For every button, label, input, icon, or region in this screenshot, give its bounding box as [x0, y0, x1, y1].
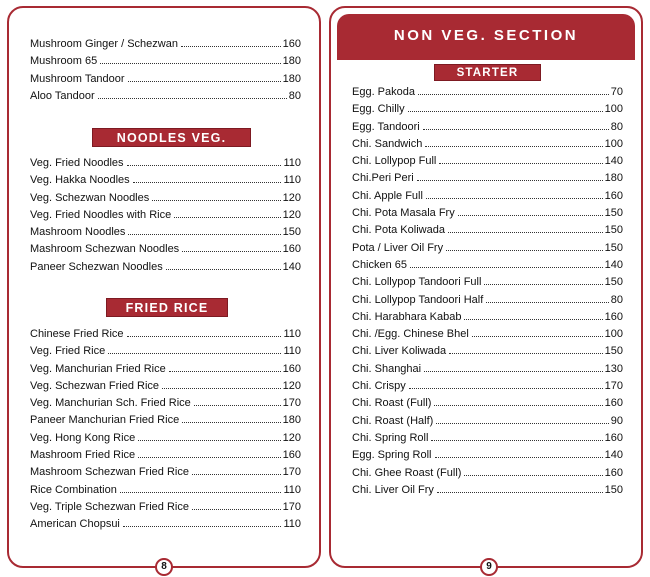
menu-item-name: Chi. Spring Roll	[352, 431, 429, 444]
menu-item	[9, 414, 319, 431]
menu-item	[331, 259, 641, 276]
menu-item	[331, 121, 641, 138]
menu-item	[9, 73, 319, 90]
menu-item-price: 70	[610, 86, 623, 98]
dot-leader	[128, 81, 281, 82]
menu-item	[9, 449, 319, 466]
menu-item-price: 140	[604, 155, 623, 168]
menu-item	[9, 38, 319, 55]
dot-leader	[127, 165, 282, 166]
menu-item-name: Pota / Liver Oil Fry	[352, 241, 444, 254]
menu-item	[9, 432, 319, 449]
menu-item-name: Chi. Lollypop Tandoori Half	[352, 293, 484, 306]
menu-item-price: 170	[282, 397, 301, 410]
dot-leader	[484, 284, 602, 285]
menu-item-name: Chi. Sandwich	[352, 137, 423, 150]
menu-item-price: 150	[604, 224, 623, 237]
menu-item-name: American Chopsui	[30, 518, 120, 531]
menu-item-price: 80	[288, 89, 301, 102]
menu-item-price: 170	[282, 466, 301, 479]
menu-item-name: Chi. Roast (Full)	[352, 397, 432, 410]
menu-item-name: Veg. Hakka Noodles	[30, 174, 130, 187]
menu-item-price: 80	[610, 293, 623, 306]
menu-item-price: 150	[604, 483, 623, 496]
dot-leader	[410, 267, 603, 268]
menu-item-price: 160	[282, 449, 301, 462]
menu-item-name: Chi. Harabhara Kabab	[352, 310, 462, 323]
menu-item-price: 110	[283, 328, 301, 340]
menu-item	[9, 261, 319, 278]
dot-leader	[192, 509, 281, 510]
menu-item	[331, 86, 641, 103]
menu-item-price: 130	[604, 362, 623, 375]
menu-item	[9, 345, 319, 362]
menu-item	[331, 138, 641, 155]
menu-item-name: Mashroom Fried Rice	[30, 449, 136, 462]
menu-item-price: 120	[282, 379, 301, 392]
menu-item-price: 180	[282, 55, 301, 68]
menu-item	[331, 224, 641, 241]
menu-item-price: 150	[282, 226, 301, 239]
menu-item-name: Egg. Spring Roll	[352, 449, 432, 462]
menu-item	[9, 226, 319, 243]
dot-leader	[439, 163, 602, 164]
dot-leader	[446, 250, 603, 251]
menu-item-name: Chi. Roast (Half)	[352, 414, 434, 427]
dot-leader	[123, 526, 282, 527]
menu-item-name: Chi. Crispy	[352, 380, 406, 393]
menu-item-price: 110	[283, 483, 301, 496]
menu-item-price: 180	[604, 172, 623, 185]
menu-item-price: 120	[282, 431, 301, 444]
menu-list-starter	[331, 86, 641, 501]
menu-item-name: Egg. Pakoda	[352, 86, 415, 98]
menu-item	[9, 55, 319, 72]
dot-leader	[425, 146, 602, 147]
menu-item-price: 160	[282, 243, 301, 256]
menu-item	[331, 415, 641, 432]
dot-leader	[458, 215, 603, 216]
dot-leader	[431, 440, 602, 441]
section-title-fried-rice: FRIED RICE	[106, 298, 228, 317]
page-number-badge: 9	[480, 558, 498, 576]
menu-item-name: Paneer Manchurian Fried Rice	[30, 414, 180, 427]
menu-item-name: Chi. Lollypop Full	[352, 155, 437, 168]
dot-leader	[486, 302, 608, 303]
menu-page-left	[7, 6, 321, 572]
dot-leader	[417, 180, 603, 181]
dot-leader	[434, 405, 602, 406]
dot-leader	[423, 129, 609, 130]
menu-item	[331, 432, 641, 449]
menu-item-name: Veg. Fried Noodles with Rice	[30, 208, 172, 221]
dot-leader	[169, 371, 281, 372]
menu-item	[9, 328, 319, 345]
dot-leader	[127, 336, 282, 337]
menu-item-name: Chi. Liver Oil Fry	[352, 483, 434, 496]
menu-item-price: 160	[604, 431, 623, 444]
menu-item-price: 120	[282, 191, 301, 204]
section-title-noodles: NOODLES VEG.	[92, 128, 251, 147]
menu-item-price: 180	[282, 72, 301, 85]
menu-item	[331, 294, 641, 311]
dot-leader	[192, 474, 281, 475]
menu-item	[331, 449, 641, 466]
dot-leader	[133, 182, 282, 183]
menu-item	[331, 380, 641, 397]
menu-item	[331, 242, 641, 259]
dot-leader	[418, 94, 609, 95]
menu-item-name: Veg. Schezwan Fried Rice	[30, 379, 160, 392]
menu-item-price: 140	[604, 258, 623, 271]
menu-item-name: Chicken 65	[352, 258, 408, 271]
dot-leader	[174, 217, 280, 218]
dot-leader	[120, 492, 282, 493]
menu-item-price: 90	[610, 414, 623, 427]
menu-item-name: Mashroom Schezwan Noodles	[30, 243, 180, 256]
menu-item-price: 150	[604, 345, 623, 358]
menu-item-name: Chi. /Egg. Chinese Bhel	[352, 328, 469, 341]
menu-item-name: Chi. Shanghai	[352, 362, 422, 375]
menu-item-name: Egg. Tandoori	[352, 120, 420, 133]
menu-item	[9, 363, 319, 380]
menu-item	[9, 484, 319, 501]
dot-leader	[424, 371, 603, 372]
dot-leader	[449, 353, 602, 354]
menu-item-name: Veg. Hong Kong Rice	[30, 431, 136, 444]
menu-item-name: Aloo Tandoor	[30, 89, 95, 102]
menu-item-price: 100	[604, 328, 623, 341]
dot-leader	[464, 319, 602, 320]
menu-item	[9, 174, 319, 191]
menu-item	[331, 397, 641, 414]
menu-item	[331, 328, 641, 345]
menu-item	[9, 466, 319, 483]
menu-item-price: 110	[283, 518, 301, 531]
dot-leader	[437, 492, 603, 493]
menu-item-name: Chi. Liver Koliwada	[352, 345, 447, 358]
menu-item-price: 140	[282, 260, 301, 273]
menu-item	[331, 345, 641, 362]
menu-item	[9, 157, 319, 174]
menu-item	[331, 103, 641, 120]
menu-item-name: Mashroom Noodles	[30, 226, 126, 239]
menu-item-price: 110	[283, 157, 301, 169]
dot-leader	[152, 200, 280, 201]
menu-item-price: 110	[283, 174, 301, 187]
dot-leader	[472, 336, 603, 337]
menu-item-price: 170	[604, 380, 623, 393]
menu-item-price: 100	[604, 137, 623, 150]
menu-item-name: Paneer Schezwan Noodles	[30, 260, 163, 273]
section-title-non-veg: NON VEG. SECTION	[337, 14, 635, 60]
menu-list-fried-rice	[9, 328, 319, 536]
dot-leader	[182, 422, 280, 423]
menu-item	[331, 363, 641, 380]
menu-item	[331, 276, 641, 293]
dot-leader	[435, 457, 603, 458]
menu-item-price: 100	[604, 103, 623, 116]
menu-item-name: Chi. Pota Koliwada	[352, 224, 445, 237]
menu-item-name: Chinese Fried Rice	[30, 328, 124, 340]
menu-item-name: Veg. Schezwan Noodles	[30, 191, 150, 204]
menu-item	[9, 518, 319, 535]
dot-leader	[408, 111, 603, 112]
dot-leader	[181, 46, 281, 47]
menu-item-name: Veg. Manchurian Sch. Fried Rice	[30, 397, 191, 410]
menu-item-name: Egg. Chilly	[352, 103, 405, 116]
menu-item-name: Veg. Triple Schezwan Fried Rice	[30, 500, 189, 513]
dot-leader	[464, 475, 602, 476]
menu-item-name: Veg. Fried Rice	[30, 345, 106, 358]
menu-item-name: Mashroom Schezwan Fried Rice	[30, 466, 189, 479]
menu-item-price: 140	[604, 449, 623, 462]
menu-item-name: Chi. Pota Masala Fry	[352, 207, 455, 220]
menu-item-price: 180	[282, 414, 301, 427]
menu-item-name: Mushroom Tandoor	[30, 72, 125, 85]
menu-item	[9, 397, 319, 414]
dot-leader	[138, 457, 281, 458]
menu-item-name: Chi.Peri Peri	[352, 172, 414, 185]
menu-list-noodles	[9, 157, 319, 278]
menu-item-price: 110	[283, 345, 301, 358]
menu-item-price: 120	[282, 208, 301, 221]
dot-leader	[409, 388, 603, 389]
menu-item-price: 150	[604, 241, 623, 254]
menu-item-name: Mushroom 65	[30, 55, 98, 68]
dot-leader	[182, 251, 280, 252]
dot-leader	[98, 98, 287, 99]
menu-item	[331, 484, 641, 501]
menu-item-price: 160	[282, 38, 301, 50]
menu-item-name: Veg. Fried Noodles	[30, 157, 124, 169]
dot-leader	[128, 234, 280, 235]
dot-leader	[436, 423, 608, 424]
menu-item-name: Rice Combination	[30, 483, 117, 496]
menu-item	[331, 311, 641, 328]
menu-item-price: 170	[282, 500, 301, 513]
section-title-starter: STARTER	[434, 64, 541, 81]
menu-item-name: Chi. Apple Full	[352, 189, 423, 202]
menu-item-name: Mushroom Ginger / Schezwan	[30, 38, 178, 50]
page-number-badge: 8	[155, 558, 173, 576]
dot-leader	[162, 388, 281, 389]
menu-item	[9, 90, 319, 107]
menu-item-price: 150	[604, 276, 623, 289]
menu-item-name: Veg. Manchurian Fried Rice	[30, 362, 166, 375]
menu-item-price: 160	[604, 466, 623, 479]
menu-item	[331, 155, 641, 172]
dot-leader	[194, 405, 281, 406]
menu-item	[331, 467, 641, 484]
menu-item-price: 160	[282, 362, 301, 375]
menu-item	[9, 209, 319, 226]
menu-item	[9, 243, 319, 260]
dot-leader	[108, 353, 281, 354]
menu-item	[331, 172, 641, 189]
menu-item	[331, 190, 641, 207]
menu-list-top	[9, 38, 319, 107]
menu-item-name: Chi. Ghee Roast (Full)	[352, 466, 462, 479]
menu-item	[9, 380, 319, 397]
dot-leader	[448, 232, 603, 233]
dot-leader	[426, 198, 603, 199]
menu-item-price: 150	[604, 207, 623, 220]
dot-leader	[166, 269, 281, 270]
dot-leader	[100, 63, 280, 64]
menu-item	[331, 207, 641, 224]
dot-leader	[138, 440, 280, 441]
menu-page-right	[329, 6, 643, 572]
menu-item-price: 80	[610, 120, 623, 133]
menu-item	[9, 192, 319, 209]
menu-item-price: 160	[604, 397, 623, 410]
menu-item-price: 160	[604, 189, 623, 202]
menu-item	[9, 501, 319, 518]
menu-item-name: Chi. Lollypop Tandoori Full	[352, 276, 482, 289]
menu-item-price: 160	[604, 310, 623, 323]
